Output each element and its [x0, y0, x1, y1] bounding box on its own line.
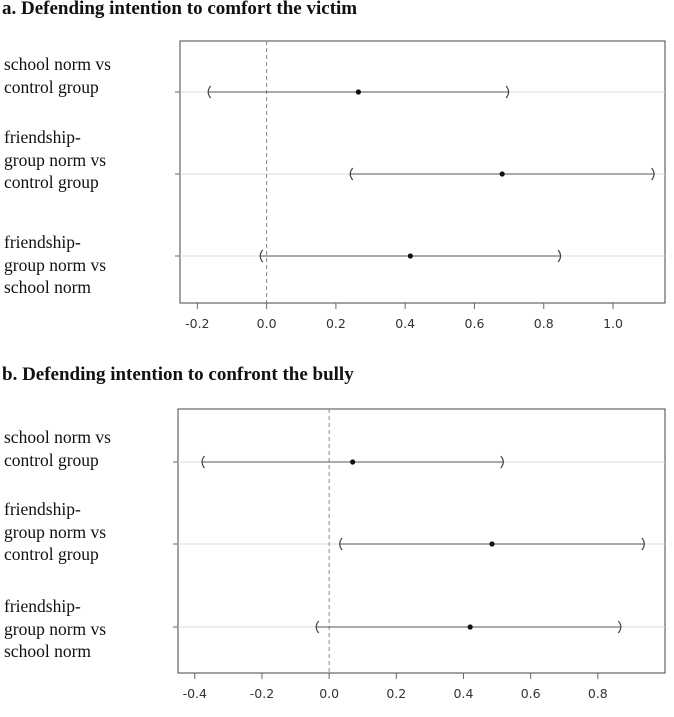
chart-b-xtick-label-7: 0.8	[587, 686, 608, 701]
chart-b-xtick-label-1: -0.4	[182, 686, 207, 701]
chart-a-row-2-label-line-1: friendship-	[4, 127, 81, 147]
chart-a-title: a. Defending intention to comfort the victim	[2, 0, 358, 19]
chart-a-xtick-label-4: 0.4	[395, 316, 416, 331]
chart-a-row-2-label-line-3: control group	[4, 172, 99, 192]
chart-b-row-1-label-line-1: school norm vs	[4, 427, 111, 447]
chart-a-row-3-label-line-3: school norm	[4, 277, 92, 297]
chart-a-row-3-label-line-1: friendship-	[4, 232, 81, 252]
chart-b-xtick-label-6: 0.6	[520, 686, 541, 701]
chart-b-xtick-label-2: -0.2	[249, 686, 275, 701]
chart-a-xtick-label-3: 0.2	[325, 316, 346, 331]
chart-b-row-2-estimate-point	[489, 541, 494, 546]
chart-b-row-1-label-line-2: control group	[4, 449, 99, 470]
chart-a-xtick-label-7: 1.0	[603, 316, 623, 331]
chart-a-xtick-label-2: 0.0	[256, 316, 277, 331]
chart-a-xtick-label-5: 0.6	[464, 316, 485, 331]
chart-a-row-1-label-line-1: school norm vs	[4, 54, 111, 74]
chart-a-xtick-label-6: 0.8	[533, 316, 554, 331]
chart-b-row-3-interval	[316, 621, 622, 633]
chart-b-row-3-label-line-2: group norm vs	[4, 618, 107, 639]
chart-a-row-3-label-line-2: group norm vs	[4, 254, 107, 275]
chart-b-row-2-label-line-2: group norm vs	[4, 521, 107, 542]
chart-b-frame	[178, 409, 665, 673]
chart-b-row-2-label-line-1: friendship-	[4, 499, 81, 519]
chart-a-row-2-label-line-2: group norm vs	[4, 149, 107, 170]
chart-b-row-3-label-line-1: friendship-	[4, 596, 81, 616]
chart-b-xtick-label-3: 0.0	[319, 686, 340, 701]
chart-b-xtick-label-5: 0.4	[453, 686, 474, 701]
chart-b-row-3-label-line-3: school norm	[4, 641, 92, 661]
chart-a-row-1-label-line-2: control group	[4, 76, 99, 97]
chart-b-row-2-interval	[339, 538, 645, 550]
chart-b-xtick-label-4: 0.2	[386, 686, 407, 701]
chart-b-row-1-estimate-point	[350, 459, 355, 464]
chart-a-xtick-label-1: -0.2	[185, 316, 210, 331]
chart-b-title: b. Defending intention to confront the bully	[2, 364, 354, 385]
chart-b-row-3-estimate-point	[468, 624, 473, 629]
chart-b-row-1-interval	[202, 456, 504, 468]
chart-b-row-2-label-line-3: control group	[4, 544, 99, 564]
